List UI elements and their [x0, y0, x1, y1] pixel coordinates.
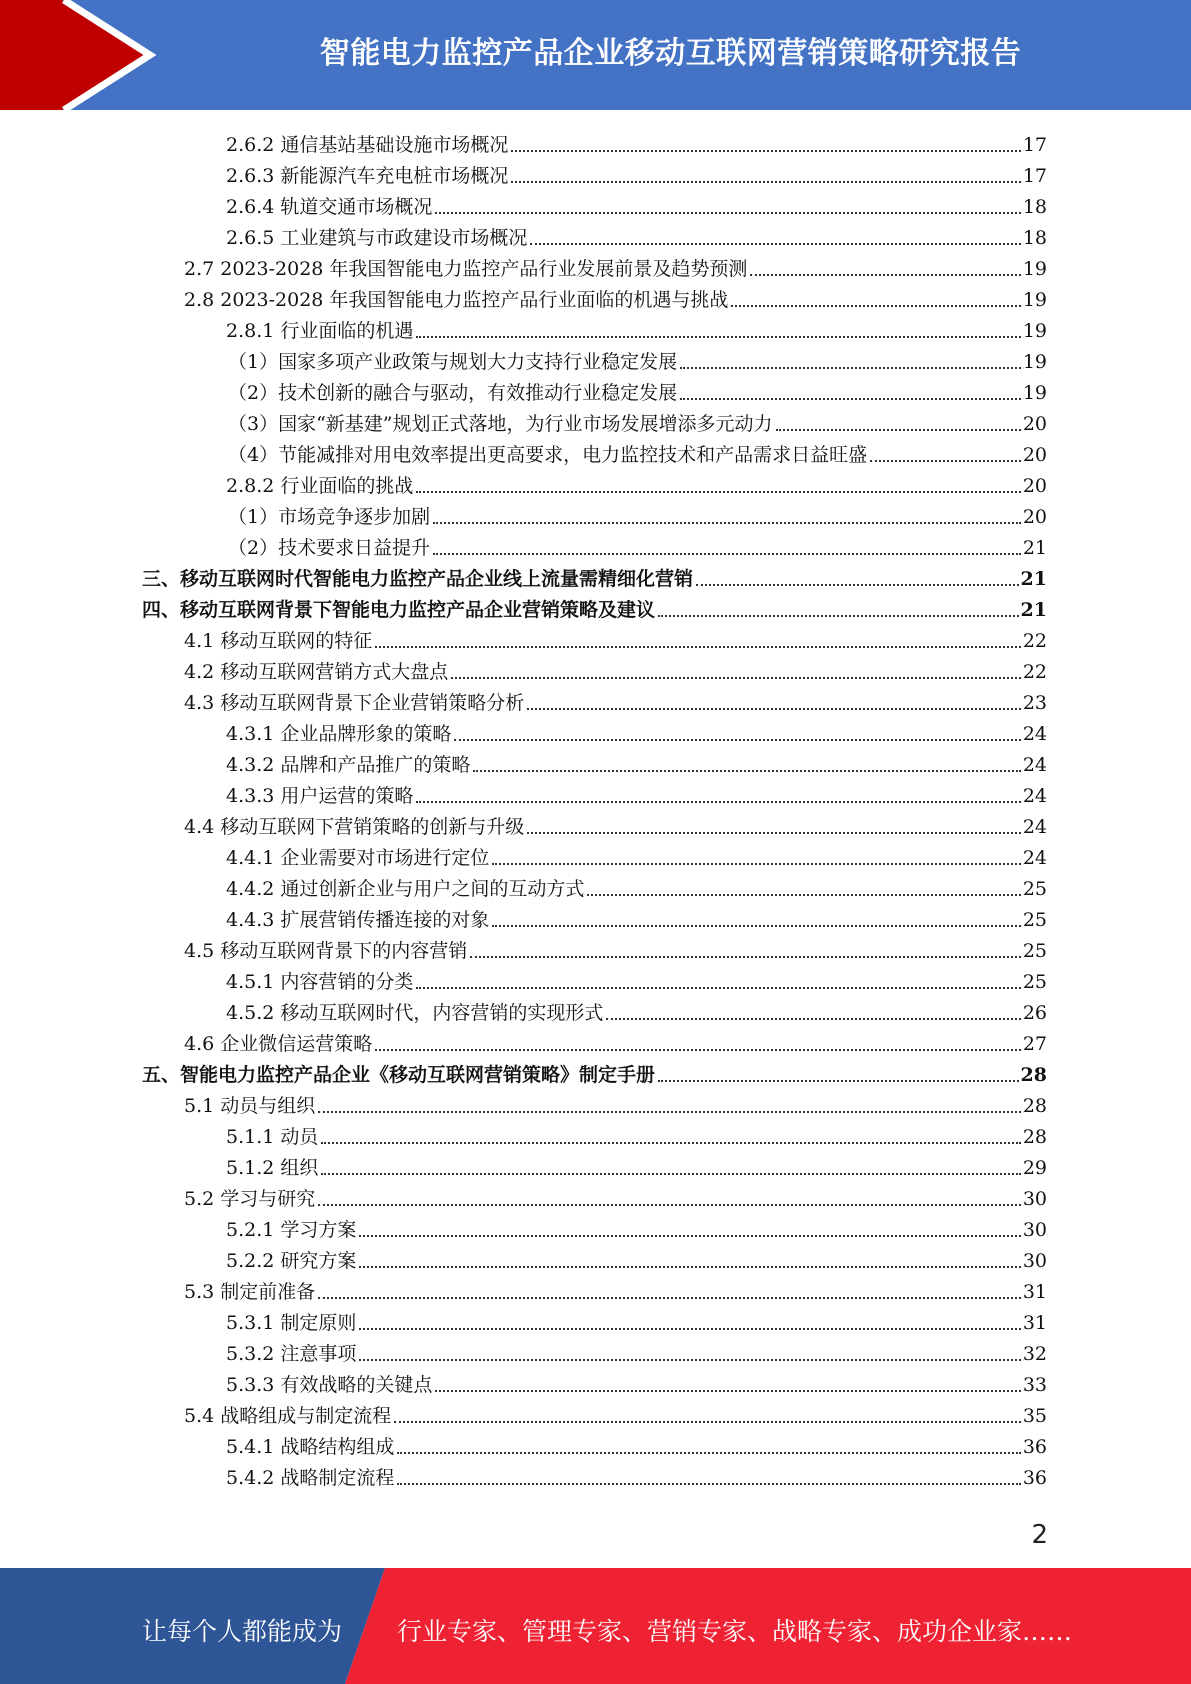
toc-dot-leader	[375, 1049, 1021, 1051]
toc-entry[interactable]	[228, 436, 1047, 467]
toc-entry[interactable]	[184, 1180, 1047, 1211]
toc-dot-leader	[680, 398, 1021, 400]
toc-entry-title: 三、移动互联网时代智能电力监控产品企业线上流量需精细化营销	[142, 568, 694, 590]
toc-dot-leader	[511, 181, 1020, 183]
toc-dot-leader	[658, 1080, 1019, 1082]
toc-entry-title: 4.3.3 用户运营的策略	[226, 785, 414, 807]
toc-entry-page: 25	[1022, 940, 1047, 962]
toc-entry[interactable]	[184, 653, 1047, 684]
toc-entry-page: 36	[1022, 1436, 1047, 1458]
toc-dot-leader	[397, 1452, 1020, 1454]
toc-entry-title: 4.1 移动互联网的特征	[184, 630, 373, 652]
toc-entry-page: 22	[1022, 661, 1047, 683]
toc-entry-title: （2）技术要求日益提升	[228, 537, 431, 559]
toc-entry[interactable]	[184, 932, 1047, 963]
toc-entry[interactable]	[226, 157, 1047, 188]
toc-entry-title: 5.3.1 制定原则	[226, 1312, 357, 1334]
toc-entry-page: 19	[1022, 320, 1047, 342]
toc-entry[interactable]	[226, 777, 1047, 808]
toc-dot-leader	[511, 150, 1020, 152]
toc-entry-title: 5.1 动员与组织	[184, 1095, 316, 1117]
toc-entry-page: 17	[1022, 165, 1047, 187]
toc-entry-page: 24	[1022, 847, 1047, 869]
toc-entry-title: 2.6.2 通信基站基础设施市场概况	[226, 134, 509, 156]
toc-entry-page: 18	[1022, 227, 1047, 249]
toc-dot-leader	[470, 956, 1021, 958]
toc-entry-title: 4.5 移动互联网背景下的内容营销	[184, 940, 468, 962]
toc-entry[interactable]	[226, 1149, 1047, 1180]
toc-dot-leader	[359, 1359, 1020, 1361]
toc-entry[interactable]	[226, 1428, 1047, 1459]
toc-entry-title: 2.7 2023-2028 年我国智能电力监控产品行业发展前景及趋势预测	[184, 258, 748, 280]
toc-entry-title: 5.2.1 学习方案	[226, 1219, 357, 1241]
toc-entry-title: 4.4.2 通过创新企业与用户之间的互动方式	[226, 878, 585, 900]
page-header	[0, 0, 1191, 110]
toc-entry[interactable]	[226, 126, 1047, 157]
toc-dot-leader	[394, 1421, 1021, 1423]
toc-entry[interactable]	[142, 591, 1047, 622]
toc-entry-title: 4.3 移动互联网背景下企业营销策略分析	[184, 692, 525, 714]
toc-dot-leader	[527, 708, 1021, 710]
toc-dot-leader	[606, 1018, 1020, 1020]
page-number: 2	[1031, 1520, 1048, 1550]
toc-entry-page: 31	[1022, 1312, 1047, 1334]
toc-entry-title: 2.8 2023-2028 年我国智能电力监控产品行业面临的机遇与挑战	[184, 289, 729, 311]
toc-dot-leader	[750, 274, 1020, 276]
toc-entry[interactable]	[226, 1118, 1047, 1149]
toc-entry-page: 25	[1022, 971, 1047, 993]
toc-entry-title: （2）技术创新的融合与驱动，有效推动行业稳定发展	[228, 382, 678, 404]
toc-entry-page: 36	[1022, 1467, 1047, 1489]
toc-entry-title: 5.4.2 战略制定流程	[226, 1467, 395, 1489]
toc-dot-leader	[731, 305, 1020, 307]
toc-entry-title: 4.3.1 企业品牌形象的策略	[226, 723, 452, 745]
toc-dot-leader	[492, 863, 1020, 865]
toc-entry-title: 4.5.2 移动互联网时代，内容营销的实现形式	[226, 1002, 604, 1024]
toc-entry[interactable]	[226, 312, 1047, 343]
toc-entry-page: 18	[1022, 196, 1047, 218]
toc-entry-title: 5.2 学习与研究	[184, 1188, 316, 1210]
toc-entry-title: 5.1.2 组织	[226, 1157, 319, 1179]
toc-entry[interactable]	[184, 1087, 1047, 1118]
toc-entry-page: 20	[1022, 444, 1047, 466]
toc-entry-page: 30	[1022, 1250, 1047, 1272]
toc-dot-leader	[776, 429, 1021, 431]
toc-entry-page: 23	[1022, 692, 1047, 714]
toc-entry[interactable]	[226, 1304, 1047, 1335]
toc-entry[interactable]	[226, 963, 1047, 994]
toc-entry-title: 4.6 企业微信运营策略	[184, 1033, 373, 1055]
toc-entry[interactable]	[228, 529, 1047, 560]
toc-entry[interactable]	[226, 1242, 1047, 1273]
toc-entry-title: 5.1.1 动员	[226, 1126, 319, 1148]
toc-entry-page: 24	[1022, 723, 1047, 745]
toc-entry-title: 5.4 战略组成与制定流程	[184, 1405, 392, 1427]
toc-dot-leader	[321, 1173, 1020, 1175]
toc-entry-title: 五、智能电力监控产品企业《移动互联网营销策略》制定手册	[142, 1064, 656, 1086]
toc-entry-page: 19	[1022, 351, 1047, 373]
toc-entry-page: 21	[1022, 537, 1047, 559]
toc-entry-title: 5.4.1 战略结构组成	[226, 1436, 395, 1458]
footer-slogan-left: 让每个人都能成为	[142, 1617, 343, 1646]
toc-dot-leader	[318, 1111, 1021, 1113]
toc-dot-leader	[433, 553, 1021, 555]
toc-entry-title: 4.5.1 内容营销的分类	[226, 971, 414, 993]
toc-entry-title: 5.2.2 研究方案	[226, 1250, 357, 1272]
toc-entry[interactable]	[226, 1211, 1047, 1242]
toc-entry[interactable]	[226, 746, 1047, 777]
toc-entry-title: （4）节能减排对用电效率提出更高要求，电力监控技术和产品需求日益旺盛	[228, 444, 868, 466]
page-footer	[0, 1568, 1191, 1684]
toc-entry[interactable]	[228, 343, 1047, 374]
toc-entry-page: 22	[1022, 630, 1047, 652]
toc-entry[interactable]	[228, 374, 1047, 405]
toc-dot-leader	[318, 1204, 1021, 1206]
toc-entry-page: 21	[1020, 568, 1047, 590]
header-arrow-decoration	[0, 0, 180, 110]
toc-entry-title: 2.6.4 轨道交通市场概况	[226, 196, 433, 218]
toc-entry-title: 2.8.1 行业面临的机遇	[226, 320, 414, 342]
toc-entry-page: 19	[1022, 258, 1047, 280]
toc-entry[interactable]	[226, 1335, 1047, 1366]
toc-entry[interactable]	[226, 219, 1047, 250]
toc-entry-page: 32	[1022, 1343, 1047, 1365]
toc-entry-page: 24	[1022, 785, 1047, 807]
toc-entry-page: 31	[1022, 1281, 1047, 1303]
toc-entry[interactable]	[228, 405, 1047, 436]
toc-entry-title: 4.4.1 企业需要对市场进行定位	[226, 847, 490, 869]
toc-entry-title: 4.3.2 品牌和产品推广的策略	[226, 754, 471, 776]
document-title: 智能电力监控产品企业移动互联网营销策略研究报告	[319, 36, 1022, 71]
toc-entry[interactable]	[226, 901, 1047, 932]
toc-entry[interactable]	[226, 994, 1047, 1025]
toc-entry[interactable]	[226, 715, 1047, 746]
toc-dot-leader	[433, 522, 1021, 524]
toc-dot-leader	[318, 1297, 1021, 1299]
toc-entry-page: 20	[1022, 475, 1047, 497]
toc-entry-page: 25	[1022, 909, 1047, 931]
toc-entry-page: 24	[1022, 816, 1047, 838]
toc-entry-title: 4.2 移动互联网营销方式大盘点	[184, 661, 449, 683]
toc-entry-title: （1）国家多项产业政策与规划大力支持行业稳定发展	[228, 351, 678, 373]
toc-entry[interactable]	[226, 870, 1047, 901]
toc-entry-page: 33	[1022, 1374, 1047, 1396]
toc-entry[interactable]	[184, 808, 1047, 839]
toc-entry[interactable]	[184, 622, 1047, 653]
toc-entry-title: （3）国家“新基建”规划正式落地，为行业市场发展增添多元动力	[228, 413, 773, 435]
toc-entry-title: 2.6.3 新能源汽车充电桩市场概况	[226, 165, 509, 187]
toc-entry-title: 4.4.3 扩展营销传播连接的对象	[226, 909, 490, 931]
toc-dot-leader	[416, 987, 1020, 989]
toc-entry-page: 27	[1022, 1033, 1047, 1055]
toc-dot-leader	[416, 336, 1020, 338]
toc-entry-page: 21	[1020, 599, 1047, 621]
toc-entry-page: 25	[1022, 878, 1047, 900]
toc-entry[interactable]	[142, 560, 1047, 591]
toc-dot-leader	[375, 646, 1021, 648]
toc-entry-page: 28	[1022, 1126, 1047, 1148]
toc-entry[interactable]	[226, 839, 1047, 870]
toc-entry-title: 四、移动互联网背景下智能电力监控产品企业营销策略及建议	[142, 599, 656, 621]
toc-entry-page: 29	[1022, 1157, 1047, 1179]
toc-entry-title: （1）市场竞争逐步加剧	[228, 506, 431, 528]
toc-dot-leader	[416, 801, 1020, 803]
toc-entry-page: 28	[1022, 1095, 1047, 1117]
toc-dot-leader	[416, 491, 1020, 493]
toc-dot-leader	[435, 1390, 1020, 1392]
toc-entry[interactable]	[142, 1056, 1047, 1087]
toc-dot-leader	[527, 832, 1021, 834]
toc-entry-page: 19	[1022, 289, 1047, 311]
toc-dot-leader	[321, 1142, 1020, 1144]
toc-entry[interactable]	[226, 1366, 1047, 1397]
toc-dot-leader	[530, 243, 1020, 245]
toc-entry[interactable]	[184, 1397, 1047, 1428]
toc-dot-leader	[587, 894, 1020, 896]
toc-entry-page: 35	[1022, 1405, 1047, 1427]
toc-dot-leader	[397, 1483, 1020, 1485]
toc-entry-page: 20	[1022, 506, 1047, 528]
toc-entry-page: 17	[1022, 134, 1047, 156]
toc-entry[interactable]	[184, 1273, 1047, 1304]
toc-entry-title: 2.8.2 行业面临的挑战	[226, 475, 414, 497]
toc-dot-leader	[359, 1235, 1020, 1237]
toc-dot-leader	[359, 1266, 1020, 1268]
toc-entry-title: 2.6.5 工业建筑与市政建设市场概况	[226, 227, 528, 249]
toc-dot-leader	[658, 615, 1019, 617]
toc-entry-page: 24	[1022, 754, 1047, 776]
footer-slogan-right: 行业专家、管理专家、营销专家、战略专家、成功企业家……	[397, 1617, 1073, 1646]
toc-dot-leader	[451, 677, 1021, 679]
toc-dot-leader	[454, 739, 1020, 741]
toc-entry[interactable]	[184, 281, 1047, 312]
toc-entry[interactable]	[226, 467, 1047, 498]
toc-entry-title: 5.3.3 有效战略的关键点	[226, 1374, 433, 1396]
toc-entry[interactable]	[226, 1459, 1047, 1490]
toc-entry-page: 26	[1022, 1002, 1047, 1024]
toc-entry-title: 5.3 制定前准备	[184, 1281, 316, 1303]
toc-entry[interactable]	[184, 684, 1047, 715]
toc-entry[interactable]	[228, 498, 1047, 529]
toc-entry[interactable]	[184, 250, 1047, 281]
toc-entry-title: 5.3.2 注意事项	[226, 1343, 357, 1365]
toc-entry-title: 4.4 移动互联网下营销策略的创新与升级	[184, 816, 525, 838]
toc-dot-leader	[492, 925, 1020, 927]
toc-entry-page: 20	[1022, 413, 1047, 435]
toc-entry[interactable]	[184, 1025, 1047, 1056]
toc-dot-leader	[473, 770, 1020, 772]
toc-entry-page: 19	[1022, 382, 1047, 404]
toc-entry-page: 30	[1022, 1188, 1047, 1210]
toc-dot-leader	[359, 1328, 1020, 1330]
toc-dot-leader	[696, 584, 1019, 586]
toc-entry[interactable]	[226, 188, 1047, 219]
toc-dot-leader	[870, 460, 1021, 462]
toc-dot-leader	[435, 212, 1020, 214]
toc-entry-page: 30	[1022, 1219, 1047, 1241]
toc-dot-leader	[680, 367, 1021, 369]
toc-entry-page: 28	[1020, 1064, 1047, 1086]
